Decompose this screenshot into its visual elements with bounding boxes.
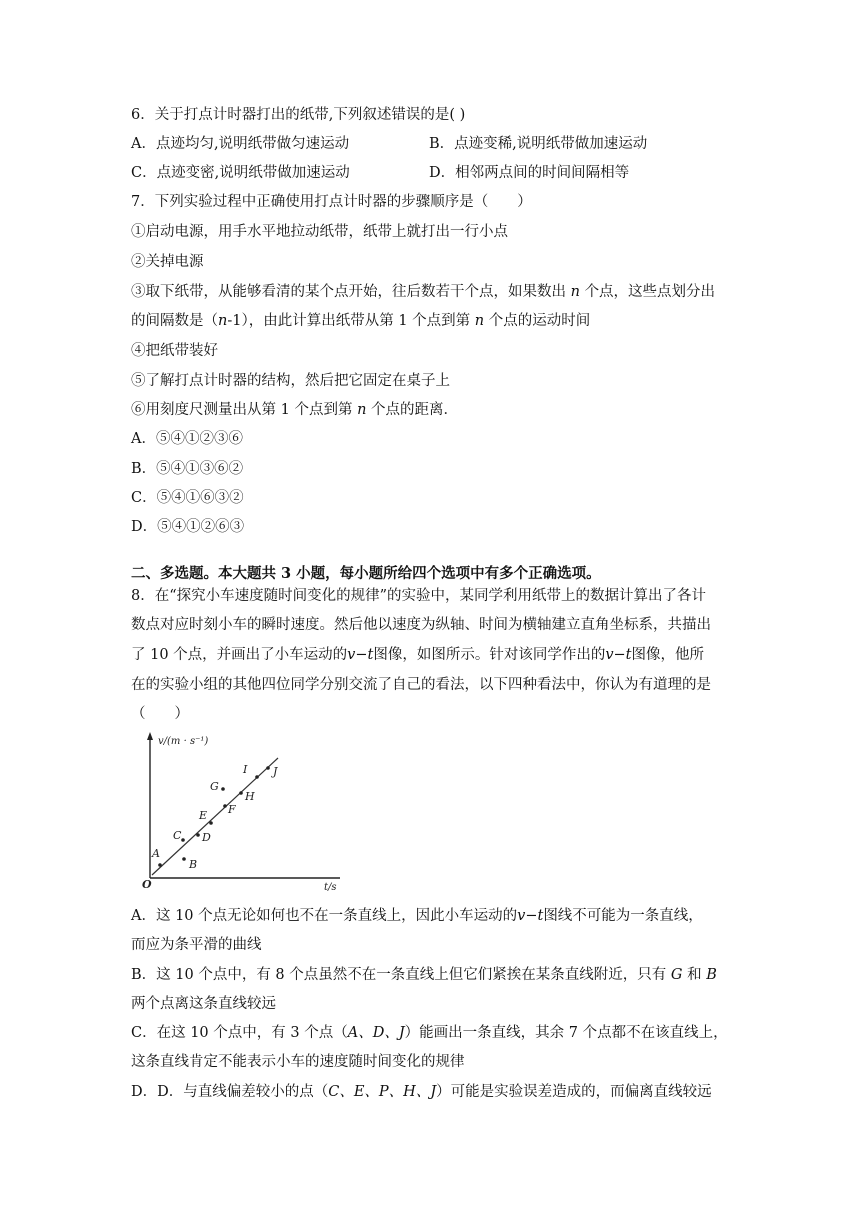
q7-step-3-text-c: 的间隔数是（ xyxy=(131,313,218,329)
vt-symbol: v−t xyxy=(605,647,632,663)
q7-step-3-line2 xyxy=(131,311,590,331)
q7-option-d: D．⑤④①②⑥③ xyxy=(131,519,245,535)
point-a xyxy=(158,863,162,867)
q8-stem-text-a: 了 10 个点，并画出了小车运动的 xyxy=(131,647,348,663)
origin-label: O xyxy=(142,878,152,891)
y-axis-arrow xyxy=(147,732,153,740)
q8-option-d-points: C、E、P、H、J xyxy=(328,1084,437,1100)
q7-option-c: C．⑤④①⑥③② xyxy=(131,490,244,506)
q8-option-a-text-b: 图线不可能为一条直线， xyxy=(543,908,703,924)
q7-step-3-text-a: ③取下纸带，从能够看清的某个点开始，往后数若干个点，如果数出 xyxy=(131,284,566,300)
section-2-heading: 二、多选题。本大题共 3 小题，每小题所给四个选项中有多个正确选项。 xyxy=(131,565,601,582)
q7-stem: 7．下列实验过程中正确使用打点计时器的步骤顺序是（ ） xyxy=(131,194,532,210)
y-axis-label: v/(m · s⁻¹) xyxy=(158,736,209,747)
point-e xyxy=(209,821,213,825)
q8-option-c-line2: 这条直线肯定不能表示小车的速度随时间变化的规律 xyxy=(131,1054,465,1070)
q8-option-d-line1 xyxy=(131,1082,712,1102)
q7-step-1: ①启动电源，用手水平地拉动纸带，纸带上就打出一行小点 xyxy=(131,224,508,240)
variable-n: n xyxy=(357,402,367,418)
x-axis-label: t/s xyxy=(324,882,337,892)
q7-step-6 xyxy=(131,400,458,420)
q7-step-3-text-d: -1），由此计算出纸带从第 1 个点到第 xyxy=(227,313,471,329)
fit-line xyxy=(152,758,278,875)
q8-stem-text-b: 图像，如图所示。针对该同学作出的 xyxy=(373,647,606,663)
q8-stem-line2: 数点对应时刻小车的瞬时速度。然后他以速度为纵轴、时间为横轴建立直角坐标系，共描出 xyxy=(131,617,711,633)
q8-option-a-line2: 而应为条平滑的曲线 xyxy=(131,937,262,953)
q8-stem-line3 xyxy=(131,645,704,665)
q7-step-5: ⑤了解打点计时器的结构，然后把它固定在桌子上 xyxy=(131,373,450,389)
q7-option-a: A．⑤④①②③⑥ xyxy=(131,431,243,447)
point-j xyxy=(266,766,270,770)
q7-step-3-text-e: 个点的运动时间 xyxy=(488,313,591,329)
q7-option-b: B．⑤④①③⑥② xyxy=(131,461,244,477)
point-h xyxy=(239,791,243,795)
q8-answer-paren: （ ） xyxy=(131,706,189,722)
point-b xyxy=(182,857,186,861)
q8-option-b-text: B．这 10 个点中，有 8 个点虽然不在一条直线上但它们紧挨在某条直线附近，只有 xyxy=(131,967,667,983)
point-label-i: I xyxy=(243,763,248,776)
q7-step-6-text-b: 个点的距离． xyxy=(371,402,459,418)
q8-option-d-text-b: ）可能是实验误差造成的，而偏离直线较远 xyxy=(436,1084,712,1100)
variable-n: n xyxy=(570,284,580,300)
q8-option-c-text-a: C．在这 10 个点中，有 3 个点（ xyxy=(131,1025,348,1041)
point-label-a: A xyxy=(152,847,160,860)
point-label-g: G xyxy=(210,780,219,793)
point-g xyxy=(221,787,225,791)
q7-step-6-text-a: ⑥用刻度尺测量出从第 1 个点到第 xyxy=(131,402,353,418)
point-c xyxy=(181,838,185,842)
point-label-d: D xyxy=(202,831,211,844)
point-label-c: C xyxy=(173,829,182,842)
q8-option-b-and: 和 xyxy=(687,967,702,983)
point-label-h: H xyxy=(245,790,255,803)
point-b-ref: B xyxy=(706,967,717,983)
q7-step-3-text-b: 个点，这些点划分出 xyxy=(584,284,716,300)
q8-option-c-points: A、D、J xyxy=(347,1025,405,1041)
point-d xyxy=(196,833,200,837)
point-label-j: J xyxy=(273,765,278,778)
q8-option-a-line1 xyxy=(131,906,703,926)
q8-stem-line1: 8．在“探究小车速度随时间变化的规律”的实验中，某同学利用纸带上的数据计算出了各计 xyxy=(131,588,707,604)
variable-n: n xyxy=(474,313,485,329)
point-f xyxy=(223,804,227,808)
q7-step-4: ④把纸带装好 xyxy=(131,343,218,359)
point-i xyxy=(255,775,259,779)
point-label-b: B xyxy=(189,858,198,871)
q6-option-c: C．点迹变密,说明纸带做加速运动 xyxy=(131,165,350,181)
q8-option-d-text-a: D．D．与直线偏差较小的点（ xyxy=(131,1084,329,1100)
q7-step-3-line1 xyxy=(131,282,715,302)
q6-option-d: D．相邻两点间的时间间隔相等 xyxy=(429,165,630,181)
q6-option-a: A．点迹均匀,说明纸带做匀速运动 xyxy=(131,136,350,152)
point-g-ref: G xyxy=(670,967,683,983)
q8-option-b-line2: 两个点离这条直线较远 xyxy=(131,996,276,1012)
q8-option-c-line1 xyxy=(131,1023,728,1043)
q8-option-c-text-b: ）能画出一条直线，其余 7 个点都不在该直线上， xyxy=(404,1025,728,1041)
q6-stem: 6．关于打点计时器打出的纸带,下列叙述错误的是( ) xyxy=(131,107,466,123)
vt-symbol: v−t xyxy=(517,908,544,924)
point-label-f: F xyxy=(228,803,236,816)
q8-stem-text-c: 图像，他所 xyxy=(631,647,705,663)
q6-option-b: B．点迹变稀,说明纸带做加速运动 xyxy=(429,136,648,152)
q8-stem-line4: 在的实验小组的其他四位同学分别交流了自己的看法，以下四种看法中，你认为有道理的是 xyxy=(131,677,711,693)
variable-n: n xyxy=(218,313,228,329)
q8-option-a-text-a: A．这 10 个点无论如何也不在一条直线上，因此小车运动的 xyxy=(131,908,518,924)
q7-step-2: ②关掉电源 xyxy=(131,254,204,270)
q8-option-b-line1 xyxy=(131,965,717,985)
vt-graph xyxy=(128,728,350,892)
vt-symbol: v−t xyxy=(347,647,374,663)
point-label-e: E xyxy=(199,809,208,822)
